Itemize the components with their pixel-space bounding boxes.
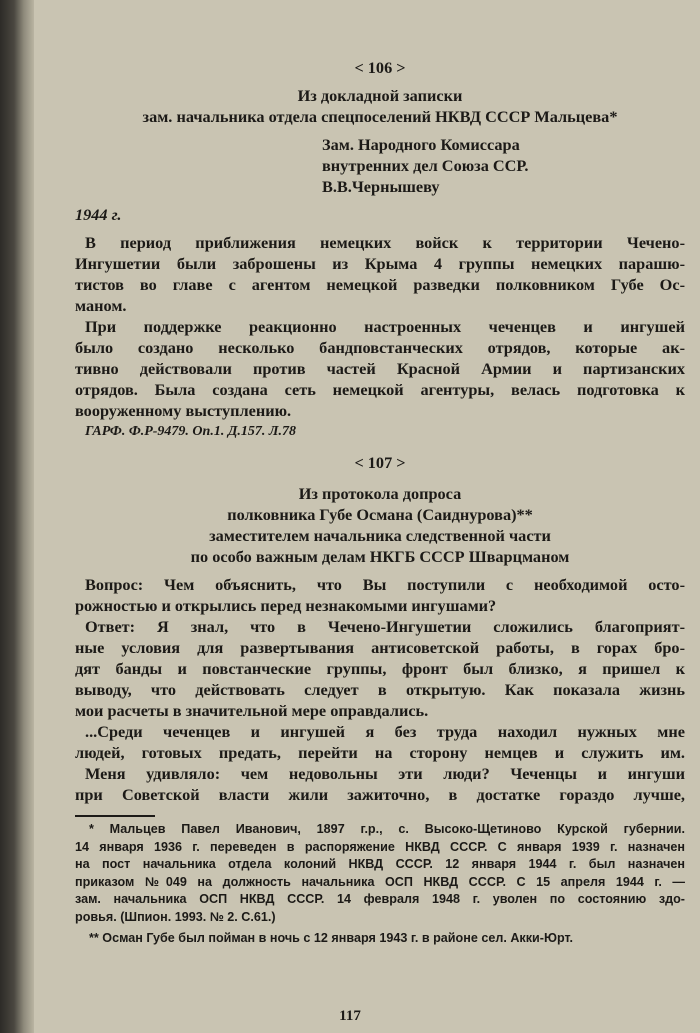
body-line: Ингушетии были заброшены из Крыма 4 группы немецких парашю-: [75, 254, 685, 273]
addressee-line: Зам. Народного Комиссара: [322, 135, 520, 154]
addressee-line: внутренних дел Союза ССР.: [322, 156, 529, 175]
book-binding: [0, 0, 34, 1033]
doc-title: Из протокола допроса: [298, 484, 462, 503]
body-line: при Советской власти жили зажиточно, в достатке гораздо лучше,: [75, 785, 685, 804]
doc-title: полковника Губе Османа (Саиднурова)**: [227, 505, 533, 524]
body-line: рожностью и открылись перед незнакомыми ингушами?: [75, 596, 497, 615]
body-line: мои расчеты в значительной мере оправдались.: [75, 701, 429, 720]
body-line: тивно действовали против частей Красной Армии и партизанских: [75, 359, 685, 378]
body-line: Вопрос: Чем объяснить, что Вы поступили с необходимой осто-: [85, 575, 685, 594]
footnote-line: на пост начальника отдела колоний НКВД СССР. 12 января 1944 г. был назначен: [75, 857, 685, 871]
body-line: тистов во главе с агентом немецкой разведки полковником Губе Ос-: [75, 275, 685, 294]
footnote-line: приказом №049 на должность начальника ОСП НКВД СССР. С 15 апреля 1944 г. —: [75, 874, 685, 889]
footnote-line: * Мальцев Павел Иванович, 1897 г.р., с. Высоко-Щетиново Курской губернии.: [89, 822, 685, 836]
doc-number: < 106 >: [354, 58, 406, 77]
body-line: выводу, что действовать следует в открытую. Как показала жизнь: [75, 680, 685, 699]
doc-number: < 107 >: [354, 453, 406, 472]
footnote-line: ровья. (Шпион. 1993. № 2. С.61.): [75, 909, 276, 924]
body-line: ...Среди чеченцев и ингушей я без труда находил нужных мне: [85, 722, 685, 741]
body-line: людей, готовых предать, перейти на сторону немцев и служить им.: [75, 743, 685, 762]
footnote-line: ** Осман Губе был пойман в ночь с 12 января 1943 г. в районе сел. Акки-Юрт.: [89, 931, 574, 945]
body-line: дят банды и повстанческие группы, фронт был близко, я пришел к: [75, 659, 685, 678]
doc-title: по особо важным делам НКГБ СССР Шварцманом: [190, 547, 570, 566]
addressee-line: В.В.Чернышеву: [322, 177, 440, 196]
page-number: 117: [339, 1008, 361, 1024]
body-line: В период приближения немецких войск к территории Чечено-: [85, 233, 685, 252]
body-line: Меня удивляло: чем недовольны эти люди? Чеченцы и ингуши: [85, 764, 685, 783]
doc-date: 1944 г.: [75, 205, 122, 224]
body-line: маном.: [75, 296, 127, 315]
footnote-line: 14 января 1936 г. переведен в распоряжение НКВД СССР. С января 1939 г. назначен: [75, 839, 685, 854]
body-line: При поддержке реакционно настроенных чеченцев и ингушей: [85, 317, 685, 336]
doc-title: зам. начальника отдела спецпоселений НКВД СССР Мальцева*: [142, 107, 618, 126]
body-line: было создано несколько бандповстанческих отрядов, которые ак-: [75, 338, 685, 357]
doc-title: Из докладной записки: [297, 86, 463, 105]
body-line: вооруженному выступлению.: [75, 401, 292, 420]
body-line: ные условия для развертывания антисоветской работы, в горах бро-: [75, 638, 685, 657]
body-line: отрядов. Была создана сеть немецкой агентуры, велась подготовка к: [75, 380, 685, 399]
doc-title: заместителем начальника следственной части: [209, 526, 551, 545]
body-line: Ответ: Я знал, что в Чечено-Ингушетии сложились благоприят-: [85, 617, 685, 636]
footnote-line: зам. начальника ОСП НКВД СССР. 14 февраля 1948 г. уволен по состоянию здо-: [75, 892, 685, 906]
footnote-rule: [75, 815, 155, 817]
document-page: [75, 57, 685, 948]
archive-source: ГАРФ. Ф.Р-9479. Оп.1. Д.157. Л.78: [85, 424, 296, 439]
